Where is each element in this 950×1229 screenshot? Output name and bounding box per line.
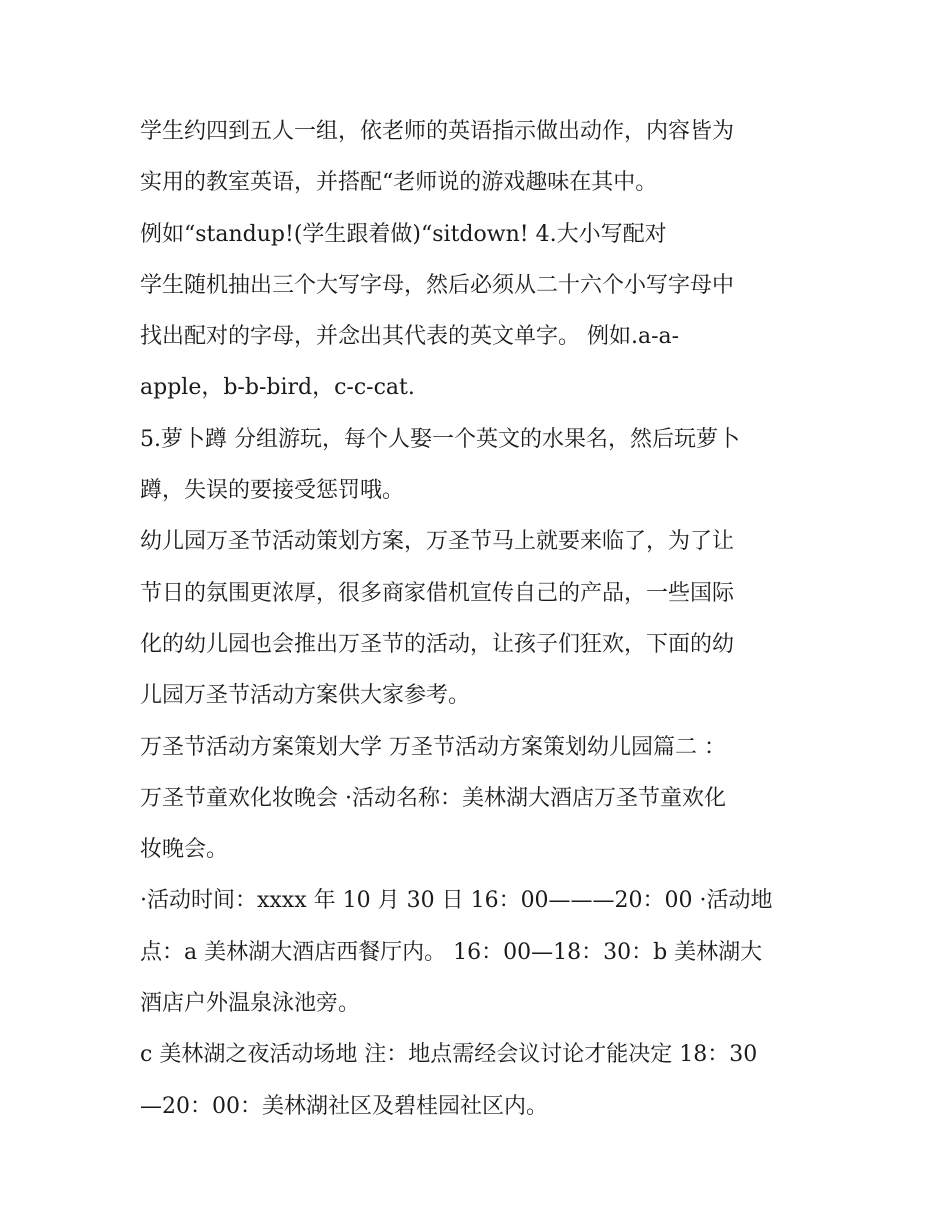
text-line: 学生约四到五人一组，依老师的英语指示做出动作，内容皆为 (140, 119, 735, 144)
text-line: 实用的教室英语，并搭配“老师说的游戏趣味在其中。 (140, 170, 658, 196)
text-line: 蹲，失误的要接受惩罚哦。 (140, 478, 405, 504)
text-line: 例如“standup!(学生跟着做)“sitdown! 4.大小写配对 (140, 221, 667, 247)
text-line: apple，b-b-bird，c-c-cat. (140, 375, 415, 401)
text-line: 节日的氛围更浓厚，很多商家借机宣传自己的产品，一些国际 (140, 580, 735, 606)
text-line: 幼儿园万圣节活动策划方案，万圣节马上就要来临了，为了让 (140, 529, 735, 555)
document-body (140, 106, 820, 1132)
text-line: 酒店户外温泉泳池旁。 (140, 991, 361, 1017)
text-line: 5.萝卜蹲 分组游玩，每个人娶一个英文的水果名，然后玩萝卜 (140, 426, 740, 452)
text-line: 万圣节童欢化妆晚会 ·活动名称：美林湖大酒店万圣节童欢化 (140, 785, 726, 811)
text-line: —20：00：美林湖社区及碧桂园社区内。 (140, 1093, 548, 1119)
text-line: 妆晚会。 (140, 837, 229, 863)
text-line: 点：a 美林湖大酒店西餐厅内。 16：00—18：30：b 美林湖大 (140, 939, 763, 965)
text-line: ·活动时间：xxxx 年 10 月 30 日 16：00———20：00 ·活动地 (140, 888, 773, 914)
text-line: 万圣节活动方案策划大学 万圣节活动方案策划幼儿园篇二 ： (140, 734, 726, 760)
text-line: 学生随机抽出三个大写字母，然后必须从二十六个小写字母中 (140, 272, 735, 298)
text-line: 化的幼儿园也会推出万圣节的活动，让孩子们狂欢，下面的幼 (140, 631, 735, 657)
text-line: 找出配对的字母，并念出其代表的英文单字。 例如.a-a- (140, 324, 680, 350)
text-line: 儿园万圣节活动方案供大家参考。 (140, 683, 471, 709)
text-line: c 美林湖之夜活动场地 注：地点需经会议讨论才能决定 18：30 (140, 1042, 758, 1068)
